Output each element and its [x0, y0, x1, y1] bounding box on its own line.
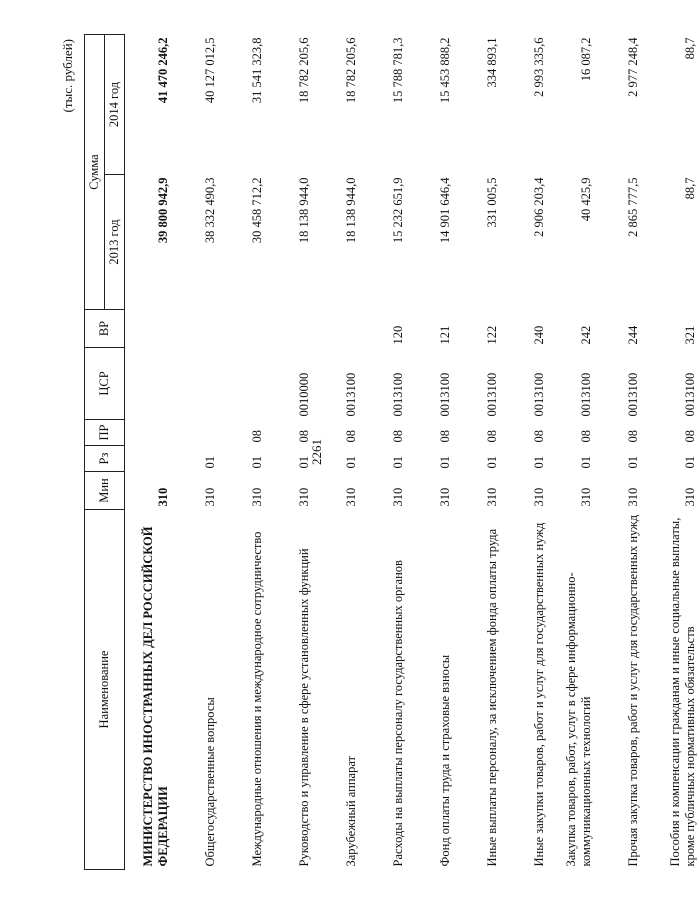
row-2014: 31 541 323,8 — [250, 37, 264, 104]
table-row — [454, 35, 501, 870]
row-pr: 08 — [683, 430, 697, 443]
header-csr: ЦСР — [85, 348, 125, 420]
row-csr: 0013100 — [626, 372, 640, 417]
row-pr: 08 — [626, 430, 640, 443]
row-name: Расходы на выплаты персоналу государственных органов — [391, 560, 405, 867]
row-vr: 120 — [391, 325, 405, 345]
row-min: 310 — [297, 487, 311, 507]
table-row — [407, 35, 454, 870]
row-2014: 41 470 246,2 — [156, 37, 170, 104]
row-2013: 15 232 651,9 — [391, 177, 405, 244]
row-name: Зарубежный аппарат — [344, 755, 358, 867]
row-csr: 0013100 — [683, 372, 697, 417]
row-pr: 08 — [391, 430, 405, 443]
row-2014: 2 993 335,6 — [532, 37, 546, 97]
row-vr: 321 — [683, 325, 697, 345]
row-vr: 242 — [579, 325, 593, 345]
row-2014: 2 977 248,4 — [626, 37, 640, 97]
row-min: 310 — [438, 487, 452, 507]
row-pr: 08 — [438, 430, 452, 443]
row-name: Пособия и компенсации гражданам и иные социальные выплаты, кроме публичных нормативных обязательств — [668, 517, 697, 867]
row-2013: 40 425,9 — [579, 177, 593, 222]
header-2014: 2014 год — [105, 35, 125, 175]
row-name: Фонд оплаты труда и страховые взносы — [438, 654, 452, 867]
row-csr: 0010000 — [297, 372, 311, 417]
row-min: 310 — [203, 487, 217, 507]
table-row — [313, 35, 360, 870]
row-rz: 01 — [203, 456, 217, 469]
page-number-text: 2261 — [309, 439, 324, 465]
row-pr: 08 — [297, 430, 311, 443]
row-2014: 16 087,2 — [579, 37, 593, 82]
row-pr: 08 — [485, 430, 499, 443]
row-min: 310 — [250, 487, 264, 507]
row-pr: 08 — [344, 430, 358, 443]
row-csr: 0013100 — [344, 372, 358, 417]
row-name: Общегосударственные вопросы — [203, 697, 217, 867]
row-csr: 0013100 — [438, 372, 452, 417]
row-vr — [313, 310, 360, 348]
row-min: 310 — [156, 487, 170, 507]
budget-table — [84, 34, 699, 870]
table-row — [360, 35, 407, 870]
row-2013: 14 901 646,4 — [438, 177, 452, 244]
table-row — [548, 35, 595, 870]
row-vr: 240 — [532, 325, 546, 345]
row-min: 310 — [579, 487, 593, 507]
table-row — [172, 35, 219, 870]
row-csr: 0013100 — [532, 372, 546, 417]
row-rz: 01 — [579, 456, 593, 469]
row-pr: 08 — [579, 430, 593, 443]
header-min: Мин — [85, 472, 125, 510]
row-min: 310 — [391, 487, 405, 507]
row-2013: 88,7 — [683, 177, 697, 200]
row-rz: 01 — [344, 456, 358, 469]
row-rz — [125, 446, 173, 472]
row-rz: 01 — [297, 456, 311, 469]
row-csr — [219, 348, 266, 420]
row-min: 310 — [485, 487, 499, 507]
row-csr — [125, 348, 173, 420]
table-body — [125, 35, 699, 870]
header-name: Наименование — [85, 510, 125, 870]
row-name: Международные отношения и международное сотрудничество — [250, 531, 264, 867]
header-sum: Сумма — [85, 35, 105, 310]
row-2013: 38 332 490,3 — [203, 177, 217, 244]
table-row — [219, 35, 266, 870]
row-vr — [266, 310, 313, 348]
row-2013: 30 458 712,2 — [250, 177, 264, 244]
row-min: 310 — [532, 487, 546, 507]
row-vr: 122 — [485, 325, 499, 345]
row-min: 310 — [683, 487, 697, 507]
row-vr: 121 — [438, 325, 452, 345]
row-rz: 01 — [391, 456, 405, 469]
row-rz: 01 — [250, 456, 264, 469]
row-2013: 331 005,5 — [485, 177, 499, 228]
table-row — [501, 35, 548, 870]
header-rz: Рз — [85, 446, 125, 472]
table-row — [125, 35, 173, 870]
row-min: 310 — [626, 487, 640, 507]
row-rz: 01 — [438, 456, 452, 469]
row-2013: 18 138 944,0 — [344, 177, 358, 244]
row-vr — [219, 310, 266, 348]
row-name: Иные закупки товаров, работ и услуг для государственных нужд — [532, 522, 546, 867]
row-2014: 40 127 012,5 — [203, 37, 217, 104]
row-2013: 2 865 777,5 — [626, 177, 640, 237]
row-2013: 2 906 203,4 — [532, 177, 546, 237]
row-name: Закупка товаров, работ, услуг в сфере информационно-коммуникационных технологий — [564, 572, 593, 867]
row-vr — [125, 310, 173, 348]
row-rz: 01 — [683, 456, 697, 469]
header-vr: ВР — [85, 310, 125, 348]
header-pr: ПР — [85, 420, 125, 446]
row-2014: 334 893,1 — [485, 37, 499, 88]
row-2014: 88,7 — [683, 37, 697, 60]
row-2014: 18 782 205,6 — [344, 37, 358, 104]
row-2014: 15 453 888,2 — [438, 37, 452, 104]
row-2014: 18 782 205,6 — [297, 37, 311, 104]
row-pr: 08 — [532, 430, 546, 443]
row-name: МИНИСТЕРСТВО ИНОСТРАННЫХ ДЕЛ РОССИЙСКОЙ ФЕДЕРАЦИИ — [141, 526, 170, 867]
row-csr — [172, 348, 219, 420]
row-vr: 244 — [626, 325, 640, 345]
row-csr: 0013100 — [391, 372, 405, 417]
row-min: 310 — [344, 487, 358, 507]
row-rz: 01 — [626, 456, 640, 469]
row-2013: 39 800 942,9 — [156, 177, 170, 244]
row-2013: 18 138 944,0 — [297, 177, 311, 244]
row-pr — [125, 420, 173, 446]
table-row — [642, 35, 699, 870]
row-csr: 0013100 — [579, 372, 593, 417]
table-row — [266, 35, 313, 870]
row-vr — [172, 310, 219, 348]
table-row — [595, 35, 642, 870]
row-name: Прочая закупка товаров, работ и услуг для государственных нужд — [626, 514, 640, 867]
budget-sheet — [56, 35, 697, 870]
units-label: (тыс. рублей) — [60, 39, 75, 113]
row-rz: 01 — [532, 456, 546, 469]
row-name: Руководство и управление в сфере установленных функций — [297, 548, 311, 867]
header-2013: 2013 год — [105, 175, 125, 310]
row-pr: 08 — [250, 430, 264, 443]
row-name: Иные выплаты персоналу, за исключением фонда оплаты труда — [485, 528, 499, 867]
row-2014: 15 788 781,3 — [391, 37, 405, 104]
row-pr — [172, 420, 219, 446]
row-csr: 0013100 — [485, 372, 499, 417]
row-rz: 01 — [485, 456, 499, 469]
